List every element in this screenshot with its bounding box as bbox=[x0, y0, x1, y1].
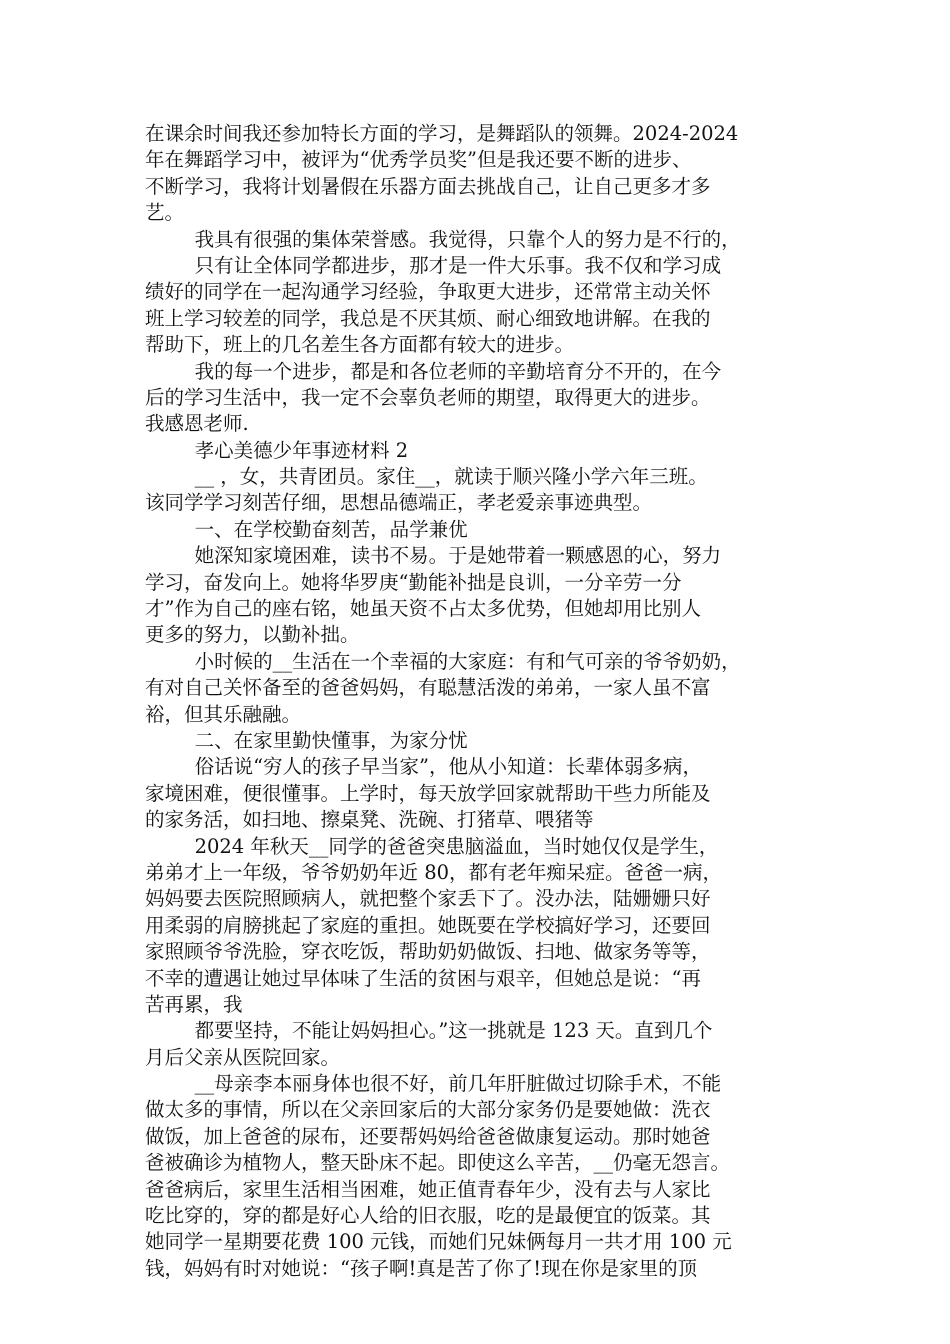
text-line: 家境困难，便很懂事。上学时，每天放学回家就帮助干些力所能及 bbox=[145, 781, 711, 805]
text-line: 只有让全体同学都进步，那才是一件大乐事。我不仅和学习成 bbox=[145, 253, 722, 277]
text-line: 有对自己关怀备至的爸爸妈妈，有聪慧活泼的弟弟，一家人虽不富 bbox=[145, 676, 711, 700]
text-line: 该同学学习刻苦仔细，思想品德端正，孝老爱亲事迹典型。 bbox=[145, 491, 653, 515]
text-line: 不断学习，我将计划暑假在乐器方面去挑战自己，让自己更多才多 bbox=[145, 174, 711, 198]
text-line: 都要坚持，不能让妈妈担心。”这一挑就是 123 天。直到几个 bbox=[145, 1019, 713, 1043]
text-line: 我具有很强的集体荣誉感。我觉得，只靠个人的努力是不行的， bbox=[145, 227, 741, 251]
text-line: 弟弟才上一年级，爷爷奶奶年近 80，都有老年痴呆症。爸爸一病， bbox=[145, 860, 723, 884]
text-line: 帮助下，班上的几名差生各方面都有较大的进步。 bbox=[145, 333, 575, 357]
text-line: 爸被确诊为植物人，整天卧床不起。即使这么辛苦，__仍毫无怨言。 bbox=[145, 1151, 731, 1175]
document-body bbox=[145, 121, 825, 1282]
text-line: 学习，奋发向上。她将华罗庚“勤能补拙是良训，一分辛劳一分 bbox=[145, 570, 682, 594]
text-line: 绩好的同学在一起沟通学习经验，争取更大进步，还常常主动关怀 bbox=[145, 280, 711, 304]
text-line: 我感恩老师. bbox=[145, 412, 249, 436]
section-heading: 孝心美德少年事迹材料 2 bbox=[145, 438, 409, 462]
text-line: 做太多的事情，所以在父亲回家后的大部分家务仍是要她做：洗衣 bbox=[145, 1098, 711, 1122]
text-line: 小时候的__生活在一个幸福的大家庭：有和气可亲的爷爷奶奶， bbox=[145, 649, 741, 673]
text-line: 她同学一星期要花费 100 元钱，而她们兄妹俩每月一共才用 100 元 bbox=[145, 1230, 732, 1254]
text-line: 裕，但其乐融融。 bbox=[145, 702, 302, 726]
section-heading: 一、在学校勤奋刻苦，品学兼优 bbox=[145, 517, 468, 541]
text-line: 妈妈要去医院照顾病人，就把整个家丢下了。没办法，陆姗姗只好 bbox=[145, 887, 711, 911]
text-line: 的家务活，如扫地、擦桌凳、洗碗、打猪草、喂猪等 bbox=[145, 808, 594, 832]
text-line: 她深知家境困难，读书不易。于是她带着一颗感恩的心，努力 bbox=[145, 544, 722, 568]
text-line: 苦再累，我 bbox=[145, 992, 243, 1016]
text-line: 后的学习生活中，我一定不会辜负老师的期望，取得更大的进步。 bbox=[145, 385, 711, 409]
text-line: 俗话说“穷人的孩子早当家”，他从小知道：长辈体弱多病， bbox=[145, 755, 703, 779]
text-line: 钱，妈妈有时对她说：“孩子啊!真是苦了你了!现在你是家里的顶 bbox=[145, 1256, 698, 1280]
text-line: 我的每一个进步，都是和各位老师的辛勤培育分不开的，在今 bbox=[145, 359, 722, 383]
text-line: 艺。 bbox=[145, 201, 185, 225]
text-line: 月后父亲从医院回家。 bbox=[145, 1045, 341, 1069]
text-line: 才”作为自己的座右铭，她虽天资不占太多优势，但她却用比别人 bbox=[145, 597, 701, 621]
text-line: __母亲李本丽身体也很不好，前几年肝脏做过切除手术，不能 bbox=[145, 1072, 722, 1096]
text-line: 家照顾爷爷洗脸，穿衣吃饭，帮助奶奶做饭、扫地、做家务等等， bbox=[145, 940, 711, 964]
text-line: 2024 年秋天__同学的爸爸突患脑溢血，当时她仅仅是学生， bbox=[145, 834, 719, 858]
text-line: 爸爸病后，家里生活相当困难，她正值青春年少，没有去与人家比 bbox=[145, 1177, 711, 1201]
text-line: 做饭，加上爸爸的尿布，还要帮妈妈给爸爸做康复运动。那时她爸 bbox=[145, 1124, 711, 1148]
text-line: 年在舞蹈学习中，被评为“优秀学员奖”但是我还要不断的进步、 bbox=[145, 148, 692, 172]
text-line: 用柔弱的肩膀挑起了家庭的重担。她既要在学校搞好学习，还要回 bbox=[145, 913, 711, 937]
text-line: 在课余时间我还参加特长方面的学习，是舞蹈队的领舞。2024-2024 bbox=[145, 122, 739, 145]
text-line: 更多的努力，以勤补拙。 bbox=[145, 623, 360, 647]
text-line: 吃比穿的，穿的都是好心人给的旧衣服，吃的是最便宜的饭菜。其 bbox=[145, 1204, 711, 1228]
text-line: 班上学习较差的同学，我总是不厌其烦、耐心细致地讲解。在我的 bbox=[145, 306, 711, 330]
text-line: __ ，女，共青团员。家住__，就读于顺兴隆小学六年三班。 bbox=[145, 465, 708, 489]
text-line: 不幸的遭遇让她过早体味了生活的贫困与艰辛，但她总是说：“再 bbox=[145, 966, 701, 990]
section-heading: 二、在家里勤快懂事，为家分忧 bbox=[145, 728, 468, 752]
